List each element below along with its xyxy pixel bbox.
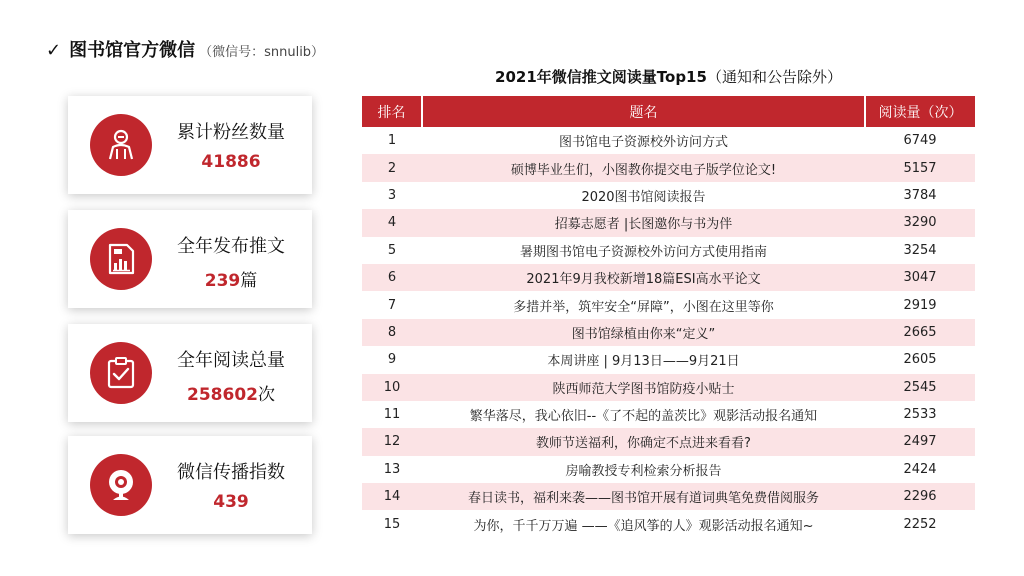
reads-cell: 3047 bbox=[865, 264, 975, 291]
table-row bbox=[362, 510, 975, 537]
stat-label: 全年发布推文 bbox=[177, 236, 285, 257]
stat-card-articles bbox=[68, 210, 312, 308]
title-cell: 本周讲座 | 9月13日——9月21日 bbox=[547, 354, 740, 370]
table-row bbox=[362, 428, 975, 455]
fans-user-icon bbox=[90, 114, 152, 176]
checkmark-icon: ✓ bbox=[46, 40, 62, 61]
table-row bbox=[362, 127, 975, 154]
reads-cell: 5157 bbox=[865, 154, 975, 181]
title-cell: 2020图书馆阅读报告 bbox=[581, 189, 706, 205]
stat-value: 258602次 bbox=[187, 385, 275, 405]
rank-cell: 3 bbox=[387, 187, 397, 203]
article-chart-icon bbox=[90, 228, 152, 290]
stat-card-reads bbox=[68, 324, 312, 422]
title-cell: 多措并举，筑牢安全“屏障”，小图在这里等你 bbox=[513, 299, 774, 315]
reads-cell: 2545 bbox=[865, 374, 975, 401]
table-row bbox=[362, 346, 975, 373]
reads-cell: 2919 bbox=[903, 297, 937, 313]
title-cell: 房喻教授专利检索分析报告 bbox=[565, 463, 722, 479]
reads-cell: 2497 bbox=[865, 428, 975, 455]
table-row bbox=[362, 456, 975, 483]
rank-cell: 6 bbox=[362, 264, 422, 291]
title-cell: 春日读书，福利来袭——图书馆开展有道词典笔免费借阅服务 bbox=[422, 483, 865, 510]
reads-cell: 2533 bbox=[903, 407, 937, 423]
table-row bbox=[362, 374, 975, 401]
title-cell: 招募志愿者 |长图邀你与书为伴 bbox=[422, 209, 865, 236]
table-header-row bbox=[362, 96, 975, 127]
reads-cell: 2252 bbox=[903, 516, 937, 532]
rank-cell: 12 bbox=[362, 428, 422, 455]
rank-cell: 10 bbox=[362, 374, 422, 401]
table-row bbox=[362, 401, 975, 428]
title-cell: 图书馆绿植由你来“定义” bbox=[422, 319, 865, 346]
rank-cell: 13 bbox=[383, 461, 401, 477]
reads-cell: 3290 bbox=[865, 209, 975, 236]
reads-cell: 3254 bbox=[903, 242, 937, 258]
table-row bbox=[362, 209, 975, 236]
title-cell: 图书馆电子资源校外访问方式 bbox=[558, 135, 728, 151]
reads-cell: 2605 bbox=[903, 352, 937, 368]
title-cell: 陕西师范大学图书馆防疫小贴士 bbox=[422, 374, 865, 401]
rank-cell: 5 bbox=[387, 242, 397, 258]
rank-cell: 8 bbox=[362, 319, 422, 346]
rank-cell: 2 bbox=[362, 154, 422, 181]
rank-cell: 9 bbox=[387, 352, 397, 368]
stat-value: 41886 bbox=[201, 152, 261, 172]
title-cell: 教师节送福利，你确定不点进来看看? bbox=[422, 428, 865, 455]
rank-cell: 1 bbox=[387, 133, 397, 149]
stat-label: 全年阅读总量 bbox=[177, 350, 285, 371]
reads-cell: 6749 bbox=[903, 133, 937, 149]
table-row bbox=[362, 154, 975, 181]
stat-card-index bbox=[68, 436, 312, 534]
table-row bbox=[362, 483, 975, 510]
wechat-id: （微信号：snnulib） bbox=[199, 45, 325, 60]
table-row bbox=[362, 182, 975, 209]
top15-table bbox=[362, 96, 975, 538]
page-title: 图书馆官方微信 bbox=[69, 40, 196, 61]
stat-value: 439 bbox=[213, 492, 249, 512]
rank-cell: 15 bbox=[383, 516, 401, 532]
table-row bbox=[362, 237, 975, 264]
title-cell: 2021年9月我校新增18篇ESI高水平论文 bbox=[422, 264, 865, 291]
column-header-title: 题名 bbox=[422, 96, 865, 127]
title-cell: 繁华落尽，我心依旧--《了不起的盖茨比》观影活动报名通知 bbox=[469, 409, 818, 425]
rank-cell: 4 bbox=[362, 209, 422, 236]
reads-cell: 2424 bbox=[903, 461, 937, 477]
stat-card-fans bbox=[68, 96, 312, 194]
reads-cell: 2296 bbox=[865, 483, 975, 510]
rank-cell: 14 bbox=[362, 483, 422, 510]
stat-label: 微信传播指数 bbox=[177, 462, 285, 483]
rank-cell: 11 bbox=[383, 407, 401, 423]
webcam-icon bbox=[90, 454, 152, 516]
stat-label: 累计粉丝数量 bbox=[177, 122, 285, 143]
table-title: 2021年微信推文阅读量Top15（通知和公告除外） bbox=[495, 68, 842, 86]
table-row bbox=[362, 319, 975, 346]
column-header-rank: 排名 bbox=[362, 96, 422, 127]
clipboard-check-icon bbox=[90, 342, 152, 404]
stat-value: 239篇 bbox=[204, 271, 258, 291]
section-header bbox=[46, 36, 324, 62]
rank-cell: 7 bbox=[387, 297, 397, 313]
reads-cell: 2665 bbox=[865, 319, 975, 346]
title-cell: 硕博毕业生们，小图教你提交电子版学位论文! bbox=[422, 154, 865, 181]
title-cell: 暑期图书馆电子资源校外访问方式使用指南 bbox=[519, 244, 767, 260]
reads-cell: 3784 bbox=[903, 187, 937, 203]
title-cell: 为你，千千万万遍 ——《追风筝的人》观影活动报名通知~ bbox=[473, 518, 814, 534]
table-row bbox=[362, 291, 975, 318]
table-row bbox=[362, 264, 975, 291]
column-header-reads: 阅读量（次） bbox=[865, 96, 975, 127]
